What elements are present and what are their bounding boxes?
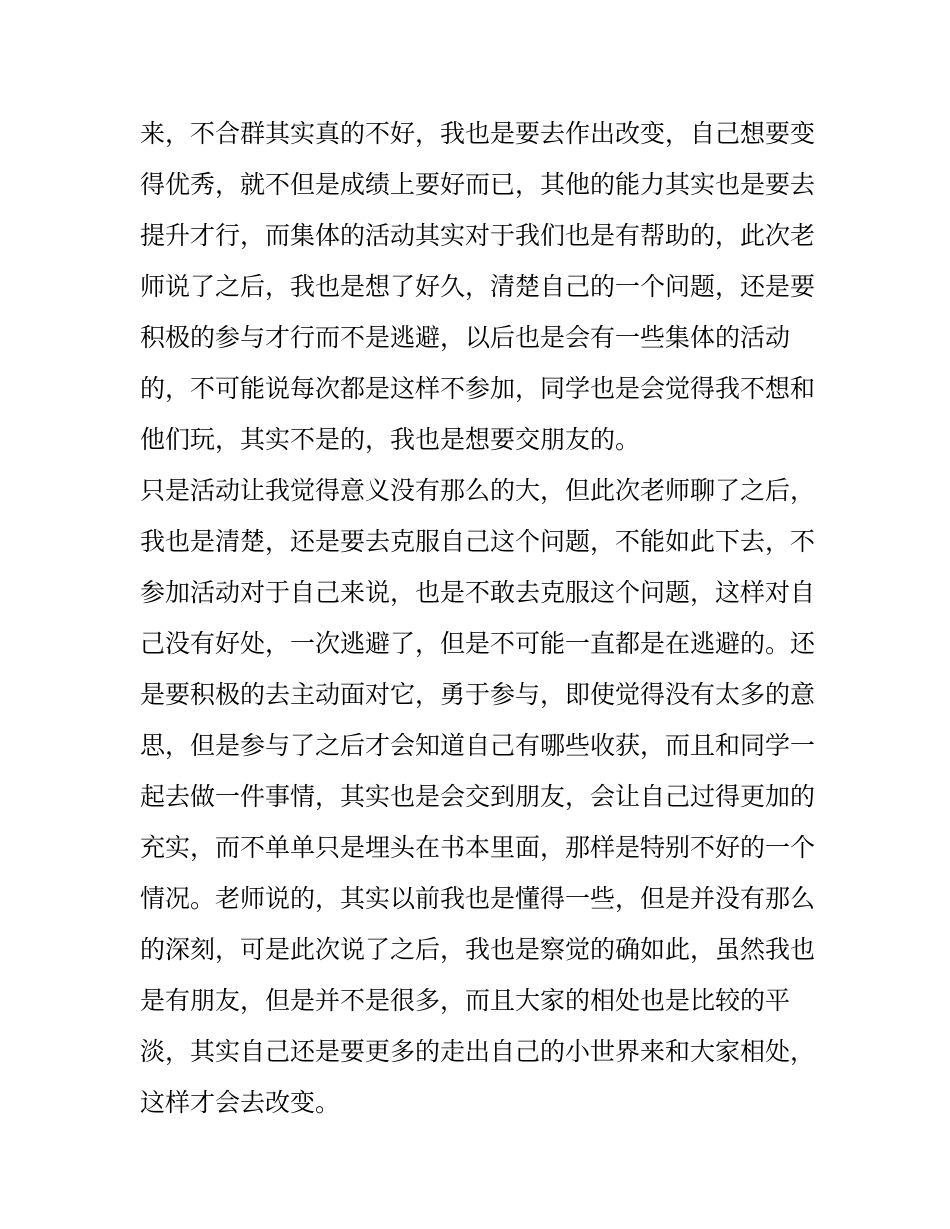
text-line: 来，不合群其实真的不好，我也是要去作出改变，自己想要变 (140, 119, 816, 148)
text-line: 的深刻，可是此次说了之后，我也是察觉的确如此，虽然我也 (140, 935, 816, 964)
text-line: 思，但是参与了之后才会知道自己有哪些收获，而且和同学一 (140, 731, 816, 760)
text-line: 的，不可能说每次都是这样不参加，同学也是会觉得我不想和 (140, 374, 816, 403)
text-line: 己没有好处，一次逃避了，但是不可能一直都是在逃避的。还 (140, 629, 816, 658)
text-line: 提升才行，而集体的活动其实对于我们也是有帮助的，此次老 (140, 221, 816, 250)
text-line: 是要积极的去主动面对它，勇于参与，即使觉得没有太多的意 (140, 680, 816, 709)
text-line: 参加活动对于自己来说，也是不敢去克服这个问题，这样对自 (140, 578, 816, 607)
text-line: 他们玩，其实不是的，我也是想要交朋友的。 (140, 425, 641, 454)
text-line: 只是活动让我觉得意义没有那么的大，但此次老师聊了之后， (140, 476, 816, 505)
text-line: 起去做一件事情，其实也是会交到朋友，会让自己过得更加的 (140, 782, 816, 811)
text-line: 这样才会去改变。 (140, 1088, 341, 1117)
text-line: 情况。老师说的，其实以前我也是懂得一些，但是并没有那么 (140, 884, 816, 913)
text-line: 充实，而不单单只是埋头在书本里面，那样是特别不好的一个 (140, 833, 816, 862)
text-line: 师说了之后，我也是想了好久，清楚自己的一个问题，还是要 (140, 272, 816, 301)
text-line: 淡，其实自己还是要更多的走出自己的小世界来和大家相处， (140, 1037, 816, 1066)
text-line: 得优秀，就不但是成绩上要好而已，其他的能力其实也是要去 (140, 170, 816, 199)
text-line: 积极的参与才行而不是逃避，以后也是会有一些集体的活动 (140, 323, 791, 352)
text-line: 是有朋友，但是并不是很多，而且大家的相处也是比较的平 (140, 986, 791, 1015)
text-line: 我也是清楚，还是要去克服自己这个问题，不能如此下去，不 (140, 527, 816, 556)
body-text (140, 108, 820, 1128)
